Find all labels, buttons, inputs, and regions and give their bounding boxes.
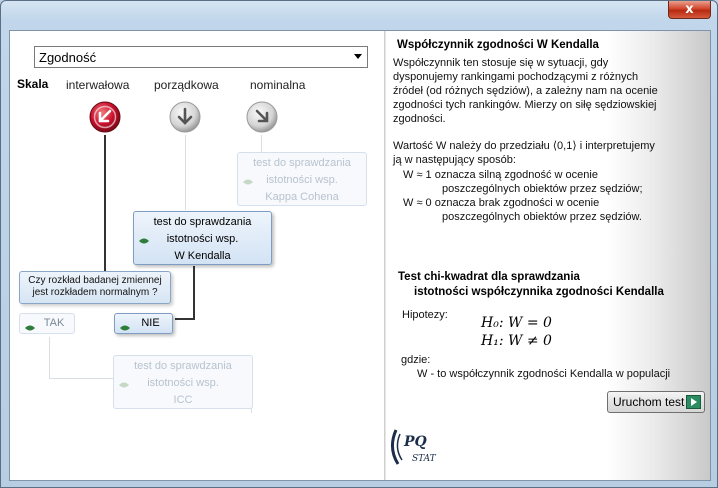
analysis-type-dropdown[interactable]	[34, 46, 368, 68]
close-button[interactable]	[668, 1, 711, 19]
text-line: źródeł (od różnych sędziów), a zależny nam na ocenie	[393, 85, 658, 97]
node-line: test do sprawdzania	[153, 216, 252, 228]
no-button[interactable]	[114, 313, 173, 334]
text-line: poszczególnych obiektów przez sędziów.	[442, 211, 642, 223]
leaf-icon	[242, 175, 254, 192]
connector-line	[175, 318, 195, 320]
text-line: ją w następujący sposób:	[393, 154, 516, 166]
run-test-label: Uruchom test	[613, 395, 685, 409]
text-line: zgodności tych rankingów. Mierzy on siłę sędziowskiej	[393, 99, 657, 111]
connector-line	[49, 337, 50, 379]
where-label: gdzie:	[401, 354, 431, 366]
connector-line	[185, 135, 186, 210]
play-icon	[686, 395, 701, 409]
leaf-icon	[24, 320, 36, 339]
normality-question	[19, 271, 171, 304]
arrow-down-left-red-icon[interactable]	[89, 101, 121, 133]
interpretation-item-2	[403, 196, 642, 224]
text-line: Współczynnik ten stosuje się w sytuacji, gdy	[393, 57, 609, 69]
icc-node[interactable]	[113, 355, 253, 409]
client-area	[9, 30, 711, 481]
description-panel	[387, 31, 710, 480]
scale-label: Skala	[17, 77, 49, 91]
arrow-down-right-gray-icon[interactable]	[246, 101, 278, 133]
null-hypothesis: H₀: W = 0	[481, 315, 552, 331]
node-line: test do sprawdzania	[253, 157, 351, 169]
yes-label: TAK	[43, 317, 65, 329]
text-line: Wartość W należy do przedziału ⟨0,1⟩ i interpretujemy	[393, 140, 655, 152]
pqstat-logo	[390, 428, 440, 471]
node-line: test do sprawdzania	[134, 360, 232, 372]
node-line: W Kendalla	[174, 250, 231, 262]
node-line: Kappa Cohena	[265, 191, 339, 203]
no-label: NIE	[141, 317, 160, 329]
decision-tree-panel	[10, 31, 384, 480]
test-title-line-1: Test chi-kwadrat dla sprawdzania	[398, 271, 580, 283]
connector-line	[49, 378, 113, 379]
intro-paragraph	[393, 56, 658, 126]
question-line: Czy rozkład badanej zmiennej	[28, 275, 162, 286]
text-line: zgodności.	[393, 113, 446, 125]
range-paragraph	[393, 139, 655, 167]
node-line: istotności wsp.	[266, 174, 338, 186]
question-line: jest rozkładem normalnym ?	[32, 287, 158, 298]
node-line: istotności wsp.	[166, 233, 239, 245]
interpretation-item-1	[403, 168, 643, 196]
alternative-hypothesis: H₁: W ≠ 0	[481, 333, 552, 349]
connector-line	[104, 135, 106, 271]
panel-divider	[384, 31, 386, 480]
node-line: istotności wsp.	[147, 377, 219, 389]
connector-line	[261, 135, 262, 152]
test-title-line-2: istotności współczynnika zgodności Kendalla	[414, 286, 664, 298]
kappa-cohena-node[interactable]	[237, 152, 367, 206]
yes-button[interactable]	[19, 313, 75, 334]
text-line: W ≈ 1 oznacza silną zgodność w ocenie	[403, 169, 598, 181]
logo-text: PQ	[404, 434, 427, 450]
where-text: W - to współczynnik zgodności Kendalla w populacji	[417, 368, 671, 380]
run-test-button[interactable]	[607, 391, 705, 413]
arrow-down-gray-icon[interactable]	[169, 101, 201, 133]
leaf-icon	[138, 234, 150, 251]
section-title: Współczynnik zgodności W Kendalla	[397, 39, 599, 51]
leaf-icon	[119, 320, 131, 339]
scale-label-ordinal: porządkowa	[154, 78, 219, 92]
close-icon: x	[685, 2, 694, 17]
chevron-down-icon	[354, 54, 362, 59]
node-line: ICC	[173, 394, 193, 406]
scale-label-interval: interwałowa	[66, 78, 130, 92]
text-line: W ≈ 0 oznacza brak zgodności w ocenie	[403, 197, 600, 209]
scale-label-nominal: nominalna	[250, 78, 306, 92]
leaf-icon	[118, 378, 130, 395]
text-line: dysponujemy rankingami pochodzącymi z różnych	[393, 71, 639, 83]
dropdown-value: Zgodność	[39, 49, 97, 65]
logo-subtext: STAT	[412, 454, 436, 464]
hypotheses-label: Hipotezy:	[402, 309, 448, 321]
kendall-node[interactable]	[133, 211, 272, 265]
connector-line	[193, 266, 195, 319]
text-line: poszczególnych obiektów przez sędziów;	[442, 183, 643, 195]
